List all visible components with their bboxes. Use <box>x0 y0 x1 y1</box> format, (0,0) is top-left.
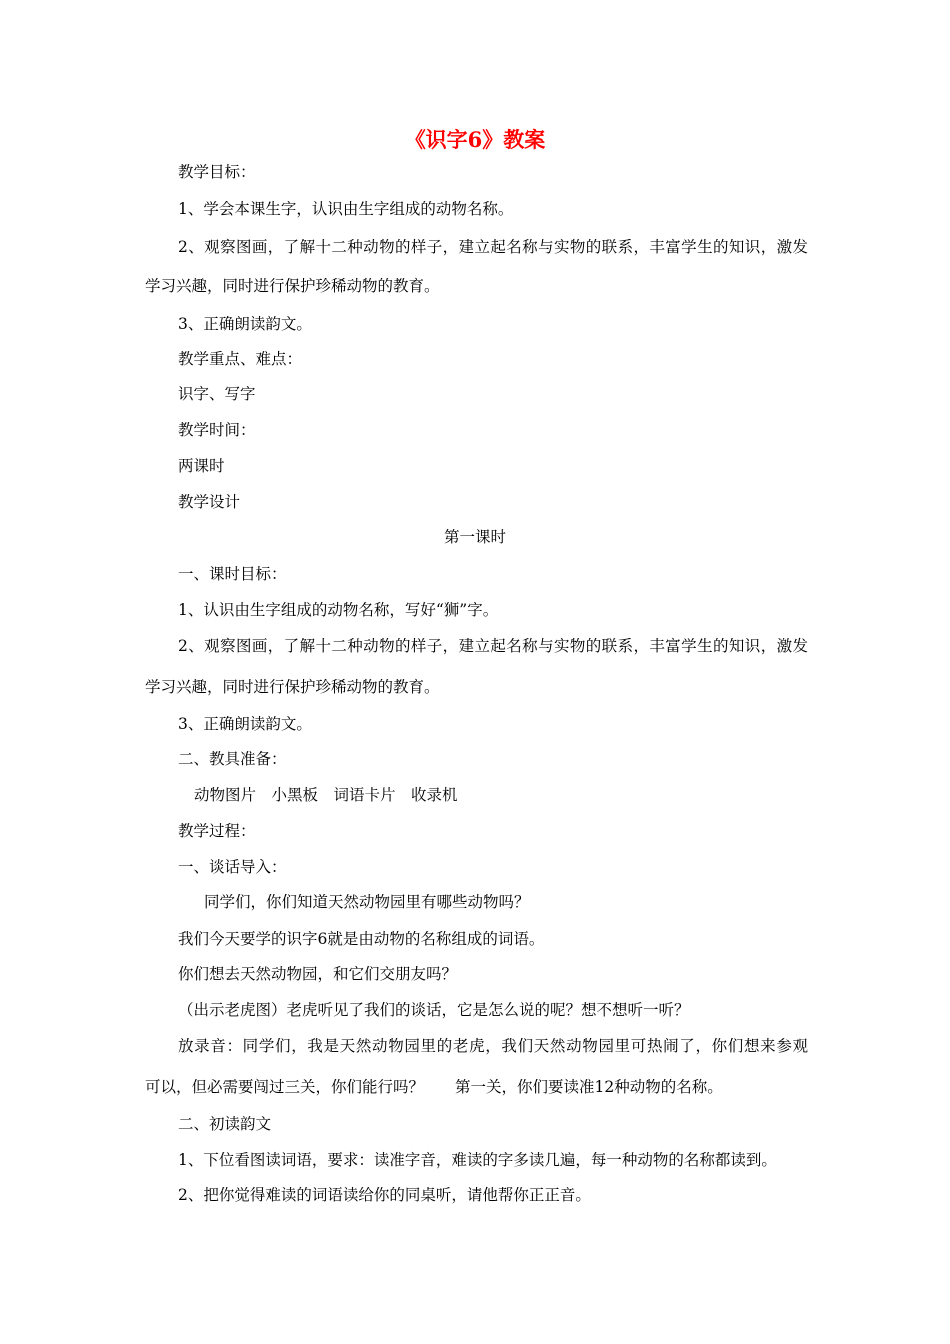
lesson-goal-3: 3、正确朗读韵文。 <box>178 715 312 733</box>
goal-item-2-line-2: 学习兴趣，同时进行保护珍稀动物的教育。 <box>145 277 440 295</box>
goal-item-3: 3、正确朗读韵文。 <box>178 315 312 333</box>
reading-step-1: 1、下位看图读词语，要求：读准字音，难读的字多读几遍，每一种动物的名称都读到。 <box>178 1151 777 1169</box>
intro-question-1: 同学们，你们知道天然动物园里有哪些动物吗？ <box>204 893 530 911</box>
lesson-goal-2-line-2: 学习兴趣，同时进行保护珍稀动物的教育。 <box>145 678 440 696</box>
document-title: 《识字6》教案 <box>404 127 546 152</box>
intro-text-2: 我们今天要学的识字6就是由动物的名称组成的词语。 <box>178 930 545 948</box>
recording-line-2: 可以，但必需要闯过三关，你们能行吗？ 第一关，你们要读准12种动物的名称。 <box>145 1078 723 1096</box>
section-heading-time: 教学时间： <box>178 421 256 439</box>
reading-step-2: 2、把你觉得难读的词语读给你的同桌听，请他帮你正正音。 <box>178 1186 591 1204</box>
goal-item-2-line-1: 2、观察图画，了解十二种动物的样子，建立起名称与实物的联系，丰富学生的知识，激发 <box>178 238 808 256</box>
section-heading-goals: 教学目标： <box>178 163 256 181</box>
intro-heading: 一、谈话导入： <box>178 858 287 876</box>
intro-text-4: （出示老虎图）老虎听见了我们的谈话，它是怎么说的呢？想不想听一听？ <box>178 1001 690 1019</box>
lesson-goal-2-line-1: 2、观察图画，了解十二种动物的样子，建立起名称与实物的联系，丰富学生的知识，激发 <box>178 637 808 655</box>
materials-list: 动物图片 小黑板 词语卡片 收录机 <box>194 786 458 804</box>
focus-text: 识字、写字 <box>178 385 256 403</box>
process-heading: 教学过程： <box>178 822 256 840</box>
time-text: 两课时 <box>178 457 225 475</box>
section-heading-design: 教学设计 <box>178 493 241 511</box>
lesson-goals-heading: 一、课时目标： <box>178 565 287 583</box>
materials-heading: 二、教具准备： <box>178 750 287 768</box>
recording-line-1: 放录音：同学们，我是天然动物园里的老虎，我们天然动物园里可热闹了，你们想来参观 <box>178 1037 808 1055</box>
goal-item-1: 1、学会本课生字，认识由生字组成的动物名称。 <box>178 200 514 218</box>
reading-heading: 二、初读韵文 <box>178 1115 272 1133</box>
lesson-subtitle: 第一课时 <box>443 528 506 546</box>
section-heading-focus: 教学重点、难点： <box>178 350 303 368</box>
intro-question-3: 你们想去天然动物园，和它们交朋友吗？ <box>178 965 458 983</box>
lesson-goal-1: 1、认识由生字组成的动物名称，写好“狮”字。 <box>178 601 499 619</box>
